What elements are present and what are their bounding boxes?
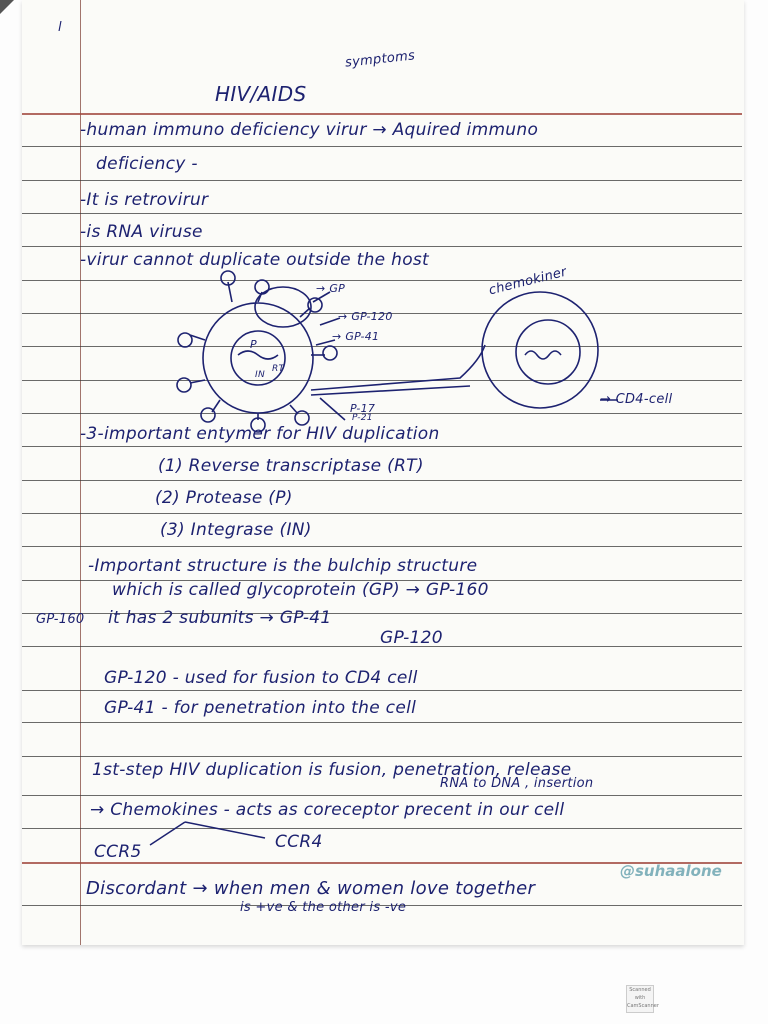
note-line: 1st-step HIV duplication is fusion, penetration, release — [92, 760, 572, 780]
note-line: Discordant → when men & women love together — [86, 878, 536, 899]
label-gp120: → GP-120 — [338, 310, 393, 323]
note-line: -3-important entymer for HIV duplication — [80, 424, 440, 444]
label-cd4-cell: → CD4-cell — [600, 392, 673, 407]
note-line: → Chemokines - acts as coreceptor precent in our cell — [90, 800, 565, 820]
note-line: is +ve & the other is -ve — [240, 900, 407, 915]
label-protease: P — [250, 338, 257, 351]
note-line: -It is retrovirur — [80, 190, 209, 210]
note-line: GP-160 — [36, 612, 85, 627]
note-line: GP-120 — [380, 628, 443, 648]
note-line: which is called glycoprotein (GP) → GP-160 — [112, 580, 489, 600]
note-line: GP-120 - used for fusion to CD4 cell — [104, 668, 418, 688]
note-line: deficiency - — [96, 154, 198, 174]
note-line: -Important structure is the bulchip structure — [88, 556, 478, 576]
page-title: HIV/AIDS — [215, 82, 307, 106]
note-line: GP-41 - for penetration into the cell — [104, 698, 417, 718]
note-line: RNA to DNA , insertion — [440, 776, 594, 791]
label-rt: RT — [272, 364, 285, 374]
note-line: (3) Integrase (IN) — [160, 520, 312, 540]
note-line: -human immuno deficiency virur → Aquired immuno — [80, 120, 539, 140]
label-chemokines: chemokiner — [487, 264, 569, 299]
scanner-logo: Scanned with CamScanner — [626, 985, 654, 1013]
label-integrase: IN — [255, 370, 265, 380]
title-note: symptoms — [344, 48, 416, 71]
label-gp41: → GP-41 — [332, 330, 380, 343]
note-line: it has 2 subunits → GP-41 — [108, 608, 332, 628]
label-p17: P-17 — [350, 402, 376, 415]
note-line: CCR5 — [94, 842, 142, 862]
label-p21: P-21 — [352, 413, 373, 423]
note-line: -virur cannot duplicate outside the host — [80, 250, 430, 270]
watermark: @suhaalone — [620, 862, 722, 880]
note-line: (1) Reverse transcriptase (RT) — [158, 456, 424, 476]
page-mark: l — [58, 20, 62, 35]
note-line: -is RNA viruse — [80, 222, 203, 242]
label-gp: → GP — [316, 282, 346, 295]
note-line: (2) Protease (P) — [155, 488, 293, 508]
note-line: CCR4 — [275, 832, 323, 852]
